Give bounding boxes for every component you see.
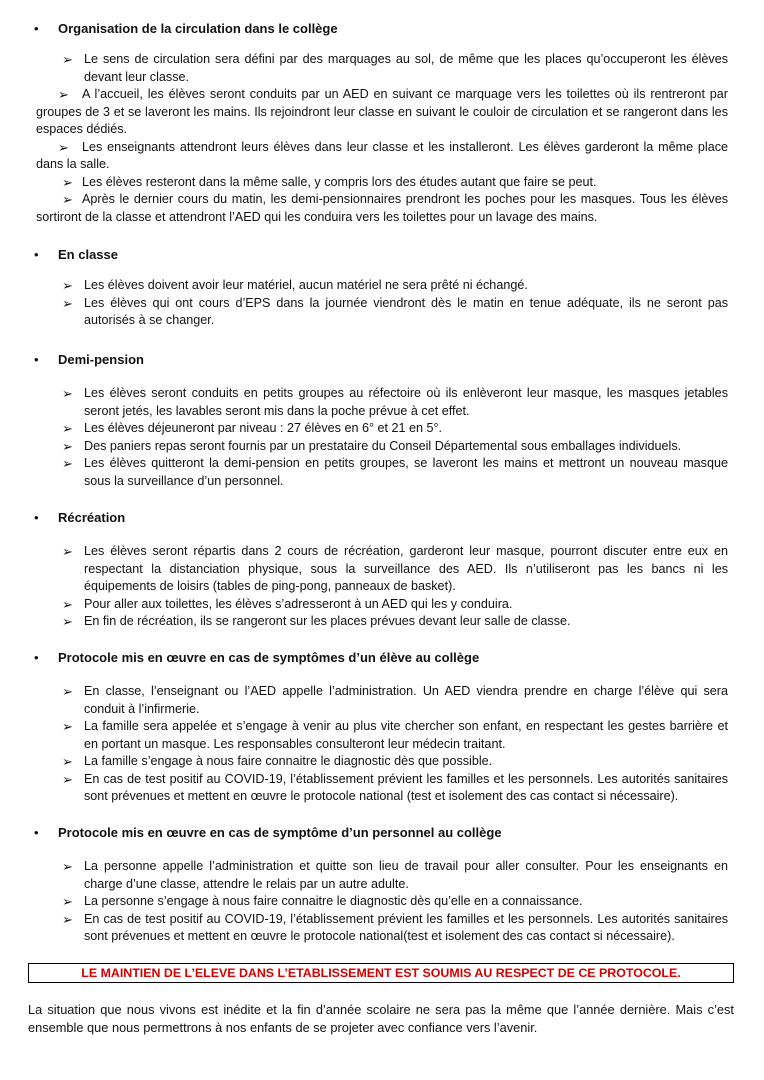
section-heading bbox=[34, 20, 764, 37]
arrow-icon: ➢ bbox=[62, 52, 73, 67]
list-item-text: La personne s’engage à nous faire connaitre le diagnostic dès qu’elle en a connaissance. bbox=[84, 894, 583, 908]
list-item bbox=[0, 911, 764, 946]
section-title: Récréation bbox=[58, 510, 126, 525]
arrow-icon: ➢ bbox=[62, 192, 73, 207]
list-item-text: Après le dernier cours du matin, les demi-pensionnaires prendront les poches pour les masques. Tous les élèves sortiront de la classe et attendront l’AED qui les conduira vers les toilettes pour un lavage des mains. bbox=[36, 192, 728, 224]
bullet-icon: • bbox=[34, 247, 39, 262]
section-symptomes-personnel bbox=[0, 824, 764, 946]
section-heading bbox=[34, 509, 764, 526]
list-item-text: En classe, l’enseignant ou l’AED appelle l’administration. Un AED viendra prendre en charge l’élève qui sera conduit à l’infirmerie. bbox=[84, 684, 728, 716]
section-heading bbox=[34, 246, 764, 263]
arrow-icon: ➢ bbox=[62, 278, 73, 293]
section-heading bbox=[34, 824, 764, 841]
section-circulation bbox=[0, 20, 764, 226]
bullet-icon: • bbox=[34, 352, 39, 367]
arrow-icon: ➢ bbox=[62, 614, 73, 629]
notice-text: LE MAINTIEN DE L’ELEVE DANS L’ETABLISSEMENT EST SOUMIS AU RESPECT DE CE PROTOCOLE. bbox=[81, 966, 681, 980]
list-item-text: Pour aller aux toilettes, les élèves s’adresseront à un AED qui les y conduira. bbox=[84, 596, 513, 611]
list-item bbox=[0, 893, 764, 911]
list-item bbox=[0, 385, 764, 420]
list-item bbox=[0, 771, 764, 806]
list-item-text: Les élèves seront conduits en petits groupes au réfectoire où ils enlèveront leur masque, les masques jetables seront jetés, les lavables seront mis dans la poche prévue à cet effet. bbox=[84, 386, 728, 418]
item-list bbox=[0, 385, 764, 490]
list-item-text: Les élèves qui ont cours d’EPS dans la journée viendront dès le matin en tenue adéquate, ils ne seront pas autorisés à se changer. bbox=[84, 295, 728, 327]
list-item bbox=[0, 191, 764, 226]
item-list bbox=[0, 858, 764, 946]
section-title: Protocole mis en œuvre en cas de symptômes d’un élève au collège bbox=[58, 650, 480, 665]
list-item-text: Le sens de circulation sera défini par des marquages au sol, de même que les places qu’occuperont les élèves devant leur classe. bbox=[84, 52, 728, 84]
list-item bbox=[0, 139, 764, 174]
list-item-text: Les élèves doivent avoir leur matériel, aucun matériel ne sera prêté ni échangé. bbox=[84, 278, 528, 292]
list-item-text: Les enseignants attendront leurs élèves dans leur classe et les installeront. Les élèves garderont la même place dans la salle. bbox=[36, 139, 728, 171]
arrow-icon: ➢ bbox=[62, 684, 73, 699]
arrow-icon: ➢ bbox=[62, 771, 73, 787]
item-list bbox=[0, 51, 764, 226]
list-item-text: En cas de test positif au COVID-19, l’établissement prévient les familles et les personnels. Les autorités sanitaires sont prévenues et mettent en œuvre le protocole national(test et isolement des cas contact si nécessaire). bbox=[84, 911, 728, 943]
arrow-icon: ➢ bbox=[62, 596, 73, 612]
arrow-icon: ➢ bbox=[62, 544, 73, 559]
arrow-icon: ➢ bbox=[62, 174, 73, 190]
item-list bbox=[0, 277, 764, 330]
section-title: Demi-pension bbox=[58, 352, 144, 367]
bullet-icon: • bbox=[34, 510, 39, 525]
list-item-text: Les élèves quitteront la demi-pension en petits groupes, se laveront les mains et mettront un nouveau masque sous la surveillance d’un personnel. bbox=[84, 456, 728, 488]
list-item-text: La famille s’engage à nous faire connaitre le diagnostic dès que possible. bbox=[84, 754, 493, 768]
bullet-icon: • bbox=[34, 825, 39, 840]
arrow-icon: ➢ bbox=[62, 421, 73, 436]
list-item-text: La personne appelle l’administration et quitte son lieu de travail pour aller consulter. Pour les enseignants en charge d’une classe, attendre le relais par un autre adulte. bbox=[84, 859, 728, 891]
section-recreation bbox=[0, 509, 764, 631]
list-item-text: Les élèves resteront dans la même salle, y compris lors des études autant que faire se peut. bbox=[82, 174, 597, 189]
bullet-icon: • bbox=[34, 650, 39, 665]
list-item-text: La famille sera appelée et s’engage à venir au plus vite chercher son enfant, en respectant les gestes barrière et en portant un masque. Les responsables consulteront leur médecin traitant. bbox=[84, 719, 728, 751]
list-item bbox=[0, 86, 764, 139]
list-item-text: Des paniers repas seront fournis par un prestataire du Conseil Départemental sous emballages individuels. bbox=[84, 438, 682, 453]
arrow-icon: ➢ bbox=[62, 859, 73, 874]
arrow-icon: ➢ bbox=[62, 456, 73, 471]
list-item bbox=[0, 420, 764, 438]
closing-paragraph: La situation que nous vivons est inédite et la fin d’année scolaire ne sera pas la même que l’année dernière. Mais c’est ensemble que nous permettrons à nos enfants de se projeter avec confiance vers l’avenir. bbox=[28, 1002, 734, 1035]
bullet-icon: • bbox=[34, 21, 39, 36]
arrow-icon: ➢ bbox=[62, 719, 73, 734]
list-item bbox=[0, 277, 764, 295]
item-list bbox=[0, 683, 764, 806]
section-title: Organisation de la circulation dans le collège bbox=[58, 21, 338, 36]
list-item-text: Les élèves seront répartis dans 2 cours de récréation, garderont leur masque, pourront discuter entre eux en respectant la distanciation physique, sous la surveillance des AED. Ils n’utiliseront pas les bancs ni les équipements de loisirs (tables de ping-pong, panneaux de basket). bbox=[84, 544, 728, 593]
arrow-icon: ➢ bbox=[58, 87, 69, 102]
section-title: En classe bbox=[58, 247, 118, 262]
list-item bbox=[0, 51, 764, 86]
list-item-text: A l’accueil, les élèves seront conduits par un AED en suivant ce marquage vers les toilettes où ils rentreront par groupes de 3 et se laveront les mains. Ils rejoindront leur classe en suivant le couloir de circulation et se rangeront dans les espaces dédiés. bbox=[36, 87, 728, 136]
list-item bbox=[0, 543, 764, 596]
section-heading bbox=[34, 649, 764, 666]
list-item bbox=[0, 438, 764, 456]
list-item bbox=[0, 174, 764, 192]
item-list bbox=[0, 543, 764, 631]
list-item bbox=[0, 455, 764, 490]
list-item bbox=[0, 613, 764, 631]
list-item bbox=[0, 753, 764, 771]
arrow-icon: ➢ bbox=[62, 894, 73, 909]
section-en-classe bbox=[0, 246, 764, 330]
list-item-text: En cas de test positif au COVID-19, l’établissement prévient les familles et les personnels. Les autorités sanitaires sont prévenues et mettent en œuvre le protocole national (test et isolement des cas contact si nécessaire). bbox=[84, 771, 728, 803]
list-item-text: En fin de récréation, ils se rangeront sur les places prévues devant leur salle de classe. bbox=[84, 614, 571, 628]
arrow-icon: ➢ bbox=[58, 139, 69, 155]
list-item-text: Les élèves déjeuneront par niveau : 27 élèves en 6° et 21 en 5°. bbox=[84, 421, 443, 435]
arrow-icon: ➢ bbox=[62, 295, 73, 311]
arrow-icon: ➢ bbox=[62, 438, 73, 454]
list-item bbox=[0, 858, 764, 893]
arrow-icon: ➢ bbox=[62, 911, 73, 927]
list-item bbox=[0, 596, 764, 614]
list-item bbox=[0, 718, 764, 753]
section-title: Protocole mis en œuvre en cas de symptôme d’un personnel au collège bbox=[58, 825, 502, 840]
arrow-icon: ➢ bbox=[62, 386, 73, 401]
arrow-icon: ➢ bbox=[62, 754, 73, 769]
protocol-notice-box bbox=[28, 963, 734, 983]
section-demi-pension bbox=[0, 351, 764, 490]
section-symptomes-eleve bbox=[0, 649, 764, 806]
list-item bbox=[0, 683, 764, 718]
list-item bbox=[0, 295, 764, 330]
section-heading bbox=[34, 351, 764, 368]
